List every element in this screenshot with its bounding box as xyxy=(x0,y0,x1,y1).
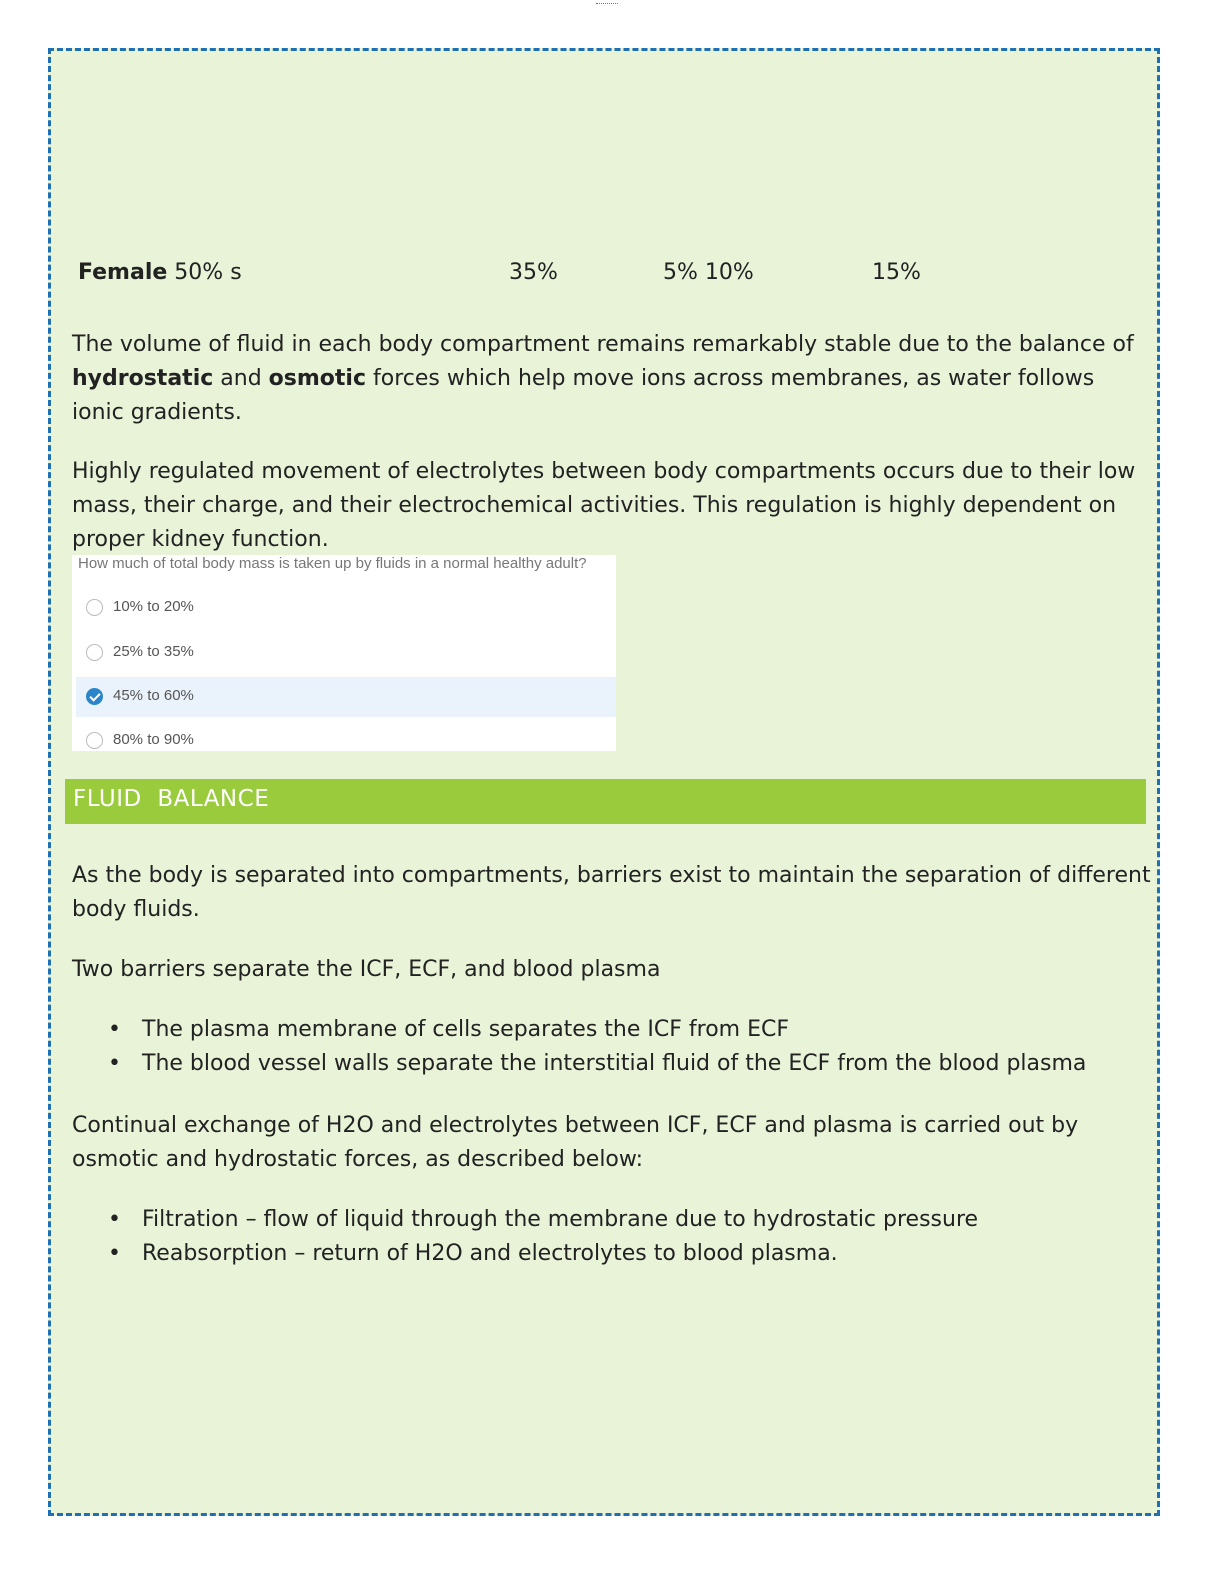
quiz-option-label: 45% to 60% xyxy=(113,687,194,704)
paragraph-compartments: As the body is separated into compartments, barriers exist to maintain the separation of different body fluids. xyxy=(72,863,1151,922)
female-row xyxy=(78,256,1138,290)
forces-list xyxy=(72,1203,1152,1271)
quiz-option-label: 10% to 20% xyxy=(113,598,194,615)
female-cell-icf: 35% xyxy=(509,260,558,285)
female-cell-ecf: 5% 10% xyxy=(663,260,754,285)
list-item: • Filtration – flow of liquid through the membrane due to hydrostatic pressure xyxy=(72,1203,1152,1237)
barriers-list xyxy=(72,1013,1152,1081)
quiz-question: How much of total body mass is taken up by fluids in a normal healthy adult? xyxy=(78,555,587,572)
quiz-option[interactable] xyxy=(76,721,616,751)
paragraph-fluid-volume: The volume of fluid in each body compartment remains remarkably stable due to the balance of hydrostatic and osmotic forces which help move ions across membranes, as water follows ionic gradients. xyxy=(72,332,1134,425)
paragraph-barriers: Two barriers separate the ICF, ECF, and blood plasma xyxy=(72,957,661,982)
quiz-option[interactable] xyxy=(76,588,616,628)
section-heading-bar xyxy=(65,779,1146,824)
female-cell-extra: 15% xyxy=(872,260,921,285)
quiz-screenshot xyxy=(72,555,616,751)
paragraph-exchange: Continual exchange of H2O and electrolytes between ICF, ECF and plasma is carried out by osmotic and hydrostatic forces, as described below: xyxy=(72,1113,1079,1172)
radio-button[interactable] xyxy=(86,732,103,749)
quiz-option-label: 25% to 35% xyxy=(113,643,194,660)
quiz-option-selected[interactable] xyxy=(76,677,616,717)
radio-button[interactable] xyxy=(86,644,103,661)
paragraph-electrolytes: Highly regulated movement of electrolytes between body compartments occurs due to their low mass, their charge, and their electrochemical activities. This regulation is highly dependent on proper kidney function. xyxy=(72,459,1136,552)
list-item: • Reabsorption – return of H2O and electrolytes to blood plasma. xyxy=(72,1237,1152,1271)
female-cell-label: Female 50% s xyxy=(78,260,242,285)
quiz-option-label: 80% to 90% xyxy=(113,731,194,748)
section-heading: FLUID BALANCE xyxy=(73,786,270,812)
list-item: • The blood vessel walls separate the interstitial fluid of the ECF from the blood plasma xyxy=(72,1047,1152,1081)
list-item: • The plasma membrane of cells separates the ICF from ECF xyxy=(72,1013,1152,1047)
radio-button[interactable] xyxy=(86,599,103,616)
quiz-option[interactable] xyxy=(76,633,616,673)
page-top-mark xyxy=(596,0,618,4)
checked-radio-icon[interactable] xyxy=(86,688,103,705)
